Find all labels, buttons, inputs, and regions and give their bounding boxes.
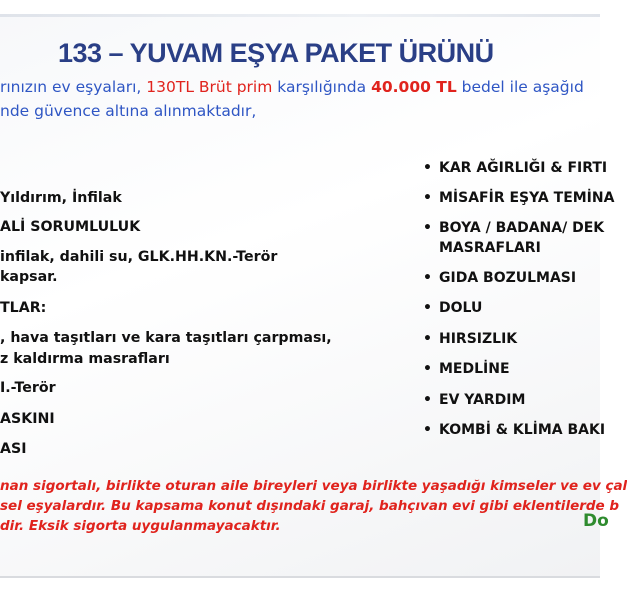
left-item-5: TLAR:	[0, 300, 47, 316]
intro-amount: 40.000 TL	[371, 78, 457, 96]
note-line-2: sel eşyalardır. Bu kapsama konut dışındaki garaj, bahçıvan evi gibi eklentilerde b	[0, 498, 620, 514]
right-item-label-5: GIDA BOZULMASI	[439, 270, 577, 286]
bullet-2: •	[423, 190, 432, 206]
intro-text-a: rınızın ev eşyaları,	[0, 78, 147, 96]
left-item-8: I.-Terör	[0, 380, 56, 396]
bullet-3: •	[423, 220, 432, 236]
intro-line-1	[0, 78, 584, 96]
right-item-2	[423, 188, 614, 208]
right-item-4	[423, 238, 541, 258]
bullet-8: •	[423, 361, 432, 377]
right-item-7	[423, 329, 517, 349]
intro-premium: 130TL Brüt prim	[146, 78, 273, 96]
intro-text-b: karşılığında	[272, 78, 372, 96]
intro-line-2: nde güvence altına alınmaktadır,	[0, 102, 257, 120]
bullet-7: •	[423, 331, 432, 347]
right-item-9	[423, 390, 525, 410]
left-item-3: infilak, dahili su, GLK.HH.KN.-Terör	[0, 249, 278, 265]
corner-logo-text: Do	[583, 511, 609, 531]
left-item-9: ASKINI	[0, 411, 55, 427]
left-item-2: ALİ SORUMLULUK	[0, 219, 141, 235]
right-item-label-2: MİSAFİR EŞYA TEMİNA	[439, 190, 615, 206]
right-item-label-7: HIRSIZLIK	[439, 331, 518, 347]
slide-title: 133 – YUVAM EŞYA PAKET ÜRÜNÜ	[58, 38, 494, 68]
right-item-label-1: KAR AĞIRLIĞI & FIRTI	[439, 160, 608, 176]
right-item-3	[423, 218, 604, 238]
right-item-label-6: DOLU	[439, 300, 483, 316]
right-item-label-9: EV YARDIM	[439, 392, 526, 408]
left-item-4: kapsar.	[0, 269, 58, 285]
bullet-1: •	[423, 160, 432, 176]
left-item-6: , hava taşıtları ve kara taşıtları çarpması,	[0, 330, 332, 346]
left-item-7: z kaldırma masrafları	[0, 351, 170, 367]
note-line-3: dir. Eksik sigorta uygulanmayacaktır.	[0, 518, 281, 534]
right-item-label-3: BOYA / BADANA/ DEK	[439, 220, 605, 236]
right-item-5	[423, 268, 576, 288]
slide-panel	[0, 14, 627, 578]
bullet-10: •	[423, 422, 432, 438]
right-item-label-8: MEDLİNE	[439, 361, 510, 377]
right-item-10	[423, 420, 605, 440]
right-item-6	[423, 298, 482, 318]
right-item-label-10: KOMBİ & KLİMA BAKI	[439, 422, 606, 438]
note-line-1: nan sigortalı, birlikte oturan aile bireyleri veya birlikte yaşadığı kimseler ve ev çal	[0, 478, 627, 494]
left-item-1: Yıldırım, İnfilak	[0, 190, 122, 206]
top-border-line	[0, 14, 600, 17]
right-item-8	[423, 359, 510, 379]
right-item-label-4: MASRAFLARI	[439, 240, 541, 256]
bullet-5: •	[423, 270, 432, 286]
intro-text-c: bedel ile aşağıd	[456, 78, 584, 96]
bullet-6: •	[423, 300, 432, 316]
bullet-9: •	[423, 392, 432, 408]
right-item-1	[423, 158, 607, 178]
left-item-10: ASI	[0, 441, 27, 457]
